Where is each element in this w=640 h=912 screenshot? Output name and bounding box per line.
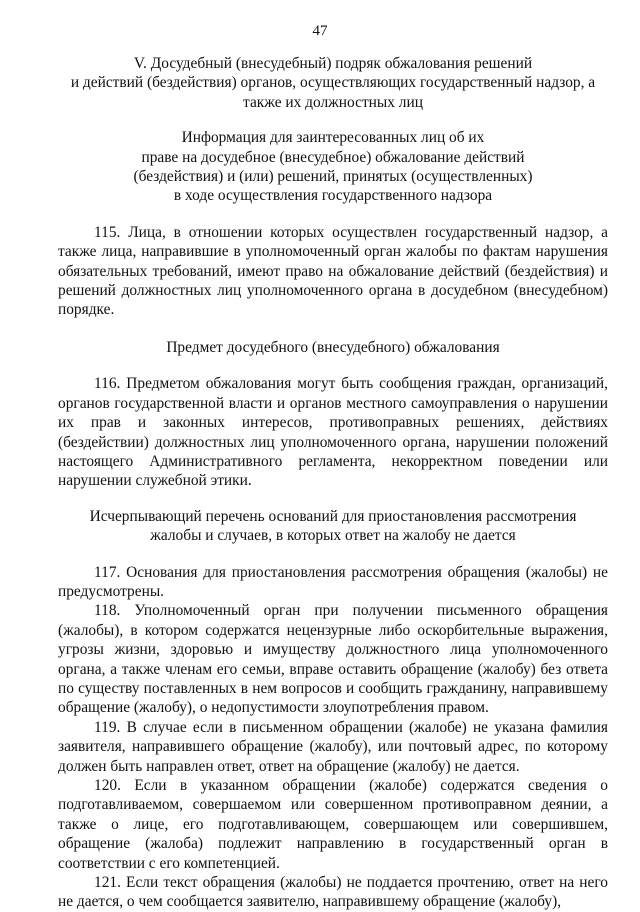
subtitle-info-line: (бездействия) и (или) решений, принятых (осуществленных) (133, 168, 533, 186)
paragraph-121: 121. Если текст обращения (жалобы) не поддается прочтению, ответ на него не дается, о чем сообщается заявителю, направившему обращение (жалобу), (58, 874, 608, 911)
paragraph-116: 116. Предметом обжалования могут быть сообщения граждан, организаций, органов государственной власти и органов местного самоуправления о нарушении их прав и законных интересов, противоправных решениях, действиях (бездействии) должностных лиц уполномоченного органа, нарушении положений настоящего Административного регламента, некорректном поведении или нарушении служебной этики. (58, 375, 608, 490)
paragraph-118: 118. Уполномоченный орган при получении письменного обращения (жалобы), в котором содержатся нецензурные либо оскорбительные выражения, угрозы жизни, здоровью и имуществу должностного лица уполномоченного органа, а также членам его семьи, вправе оставить обращение (жалобу) без ответа по существу поставленных в нем вопросов и сообщить гражданину, направившему обращение (жалобу), о недопустимости злоупотребления правом. (58, 602, 608, 717)
paragraph-120: 120. Если в указанном обращении (жалобе) содержатся сведения о подготавливаемом, совершаемом или совершенном противоправном деянии, а также о лице, его подготавливающем, совершающем или совершившем, обращение (жалоба) подлежит направлению в государственный орган в соответствии с его компетенцией. (58, 777, 608, 872)
section-title-line: и действий (бездействия) органов, осуществляющих государственный надзор, а (70, 74, 596, 92)
subtitle-grounds (58, 507, 608, 546)
paragraph-119: 119. В случае если в письменном обращении (жалобе) не указана фамилия заявителя, направившего обращение (жалобу), или почтовый адрес, по которому должен быть направлен ответ, ответ на обращение (жалобу) не дается. (58, 718, 608, 775)
page-content (58, 54, 608, 912)
section-title (58, 54, 608, 112)
subtitle-grounds-line: жалобы и случаев, в которых ответ на жалобу не дается (150, 527, 516, 545)
subtitle-grounds-line: Исчерпывающий перечень оснований для приостановления рассмотрения (89, 507, 577, 525)
paragraph-117: 117. Основания для приостановления рассмотрения обращения (жалобы) не предусмотрены. (58, 563, 608, 600)
subtitle-info (58, 128, 608, 206)
subtitle-info-line: Информация для заинтересованных лиц об их (181, 129, 485, 147)
paragraph-115: 115. Лица, в отношении которых осуществлен государственный надзор, а также лица, направившие в уполномоченный орган жалобы по фактам нарушения обязательных требований, имеют право на обжалование действий (бездействия) и решений должностных лиц уполномоченного органа в досудебном (внесудебном) порядке. (58, 223, 608, 319)
subtitle-info-line: праве на досудебное (внесудебное) обжалование действий (141, 148, 525, 166)
section-title-line: V. Досудебный (внесудебный) подряк обжалования решений (133, 55, 533, 72)
subtitle-subject: Предмет досудебного (внесудебного) обжалования (166, 338, 500, 356)
section-title-line: также их должностных лиц (243, 93, 423, 111)
page-number: 47 (312, 23, 328, 39)
subtitle-info-line: в ходе осуществления государственного надзора (173, 187, 493, 205)
